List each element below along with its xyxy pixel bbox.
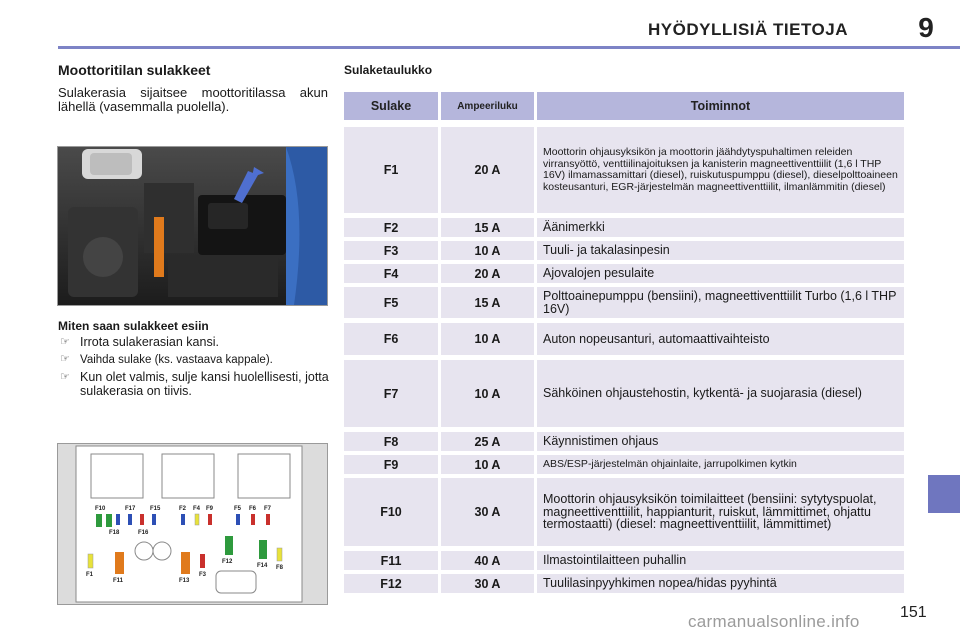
table-row: [344, 323, 904, 355]
fuse-id: F8: [344, 432, 438, 451]
label-f11: F11: [113, 578, 124, 584]
fuse-function: Tuulilasinpyyhkimen nopea/hidas pyyhintä: [537, 574, 904, 593]
fuse-function: Käynnistimen ohjaus: [537, 432, 904, 451]
fuse-function: Ajovalojen pesulaite: [537, 264, 904, 283]
fuse-id: F1: [344, 127, 438, 213]
fuse-amps: 30 A: [441, 478, 534, 546]
table-caption: Sulaketaulukko: [344, 63, 433, 77]
label-f10: F10: [95, 506, 106, 512]
intro-paragraph: Sulakerasia sijaitsee moottoritilassa akun lähellä (vasemmalla puolella).: [58, 85, 328, 114]
label-f3: F3: [199, 572, 207, 578]
watermark: carmanualsonline.info: [688, 612, 860, 631]
hand-pointer-icon: ☞: [60, 336, 70, 348]
label-f5: F5: [234, 506, 242, 512]
fuse-id: F10: [344, 478, 438, 546]
fuse-id: F2: [344, 218, 438, 237]
label-f1: F1: [86, 572, 94, 578]
fuse-function: Polttoainepumppu (bensiini), magneettiventtiilit Turbo (1,6 l THP 16V): [537, 287, 904, 318]
label-f9: F9: [206, 506, 214, 512]
fuse-id: F3: [344, 241, 438, 260]
table-row: [344, 574, 904, 593]
fuse-function: Auton nopeusanturi, automaattivaihteisto: [537, 323, 904, 355]
fuse-function: Äänimerkki: [537, 218, 904, 237]
fuse-function: Moottorin ohjausyksikön ja moottorin jäähdytyspuhaltimen releiden virransyöttö, venttiilinajoituksen ja kanisterin magneettiventtiilit (1,6 l THP 16V) ilmamassamittari (diesel), ruiskutuspumppu (diesel), dieselpolttoaineen kosteusanturi, EGR-järjestelmän magneettiventtiilit, ilmanlämmitin (diesel): [537, 127, 904, 213]
label-f13: F13: [179, 578, 190, 584]
fuse-amps: 40 A: [441, 551, 534, 570]
fuse-amps: 10 A: [441, 241, 534, 260]
hand-pointer-icon: ☞: [60, 371, 70, 383]
fuse-id: F5: [344, 287, 438, 318]
table-row: [344, 551, 904, 570]
chapter-title: HYÖDYLLISIÄ TIETOJA: [648, 20, 848, 39]
header-fuse: Sulake: [344, 92, 438, 120]
fuse-id: F12: [344, 574, 438, 593]
table-row: [344, 264, 904, 283]
howto-title: Miten saan sulakkeet esiin: [58, 319, 209, 333]
fuse-amps: 20 A: [441, 264, 534, 283]
label-f12: F12: [222, 559, 233, 565]
fuse-id: F9: [344, 455, 438, 474]
fuse-function: Ilmastointilaitteen puhallin: [537, 551, 904, 570]
fuse-function: Tuuli- ja takalasinpesin: [537, 241, 904, 260]
hand-pointer-icon: ☞: [60, 353, 70, 365]
table-row: [344, 241, 904, 260]
label-f2: F2: [179, 506, 187, 512]
step-text: Vaihda sulake (ks. vastaava kappale).: [80, 354, 273, 366]
chapter-side-tab: [928, 475, 960, 513]
table-row: [344, 127, 904, 213]
fuse-id: F4: [344, 264, 438, 283]
fuse-id: F6: [344, 323, 438, 355]
header-amps: Ampeeriluku: [441, 92, 534, 120]
fuse-amps: 10 A: [441, 323, 534, 355]
fuse-amps: 10 A: [441, 455, 534, 474]
header-functions: Toiminnot: [537, 92, 904, 120]
fuse-function: Moottorin ohjausyksikön toimilaitteet (bensiini: sytytyspuolat, magneettiventtiilit, happianturit, ruiskut, lämmittimet, ohjattu termostaatti) (diesel: magneettiventtiilit, lämmittimet): [537, 478, 904, 546]
section-title: Moottoritilan sulakkeet: [58, 62, 211, 78]
fuse-function: Sähköinen ohjaustehostin, kytkentä- ja suojarasia (diesel): [537, 360, 904, 427]
label-f17: F17: [125, 506, 136, 512]
step-text: Irrota sulakerasian kansi.: [80, 335, 219, 349]
fuse-id: F11: [344, 551, 438, 570]
fuse-amps: 15 A: [441, 287, 534, 318]
label-f8: F8: [276, 565, 284, 571]
label-f4: F4: [193, 506, 201, 512]
fuse-function: ABS/ESP-järjestelmän ohjainlaite, jarrupolkimen kytkin: [537, 455, 904, 474]
fuse-amps: 30 A: [441, 574, 534, 593]
table-row: [344, 360, 904, 427]
table-row: [344, 287, 904, 318]
fuse-id: F7: [344, 360, 438, 427]
engine-bay-photo: [57, 146, 328, 306]
header-divider: [58, 46, 960, 49]
page-number: 151: [900, 604, 927, 621]
fuse-amps: 15 A: [441, 218, 534, 237]
label-f14: F14: [257, 563, 268, 569]
fuse-amps: 25 A: [441, 432, 534, 451]
label-f15: F15: [150, 506, 161, 512]
engine-bay-illustration: [58, 147, 327, 305]
table-header-row: [344, 92, 904, 120]
label-f16: F16: [138, 530, 149, 536]
list-item: [58, 352, 330, 367]
label-f7: F7: [264, 506, 272, 512]
table-row: [344, 218, 904, 237]
chapter-number: 9: [918, 12, 934, 43]
list-item: [58, 370, 330, 398]
fuse-box-drawing: [58, 444, 327, 604]
label-f6: F6: [249, 506, 257, 512]
label-f18: F18: [109, 530, 120, 536]
fuse-amps: 10 A: [441, 360, 534, 427]
table-row: [344, 432, 904, 451]
table-row: [344, 455, 904, 474]
table-row: [344, 478, 904, 546]
step-text: Kun olet valmis, sulje kansi huolellisesti, jotta sulakerasia on tiivis.: [80, 370, 329, 398]
steps-list: [58, 335, 330, 401]
list-item: [58, 335, 330, 349]
fuse-amps: 20 A: [441, 127, 534, 213]
fuse-box-diagram: [57, 443, 328, 605]
